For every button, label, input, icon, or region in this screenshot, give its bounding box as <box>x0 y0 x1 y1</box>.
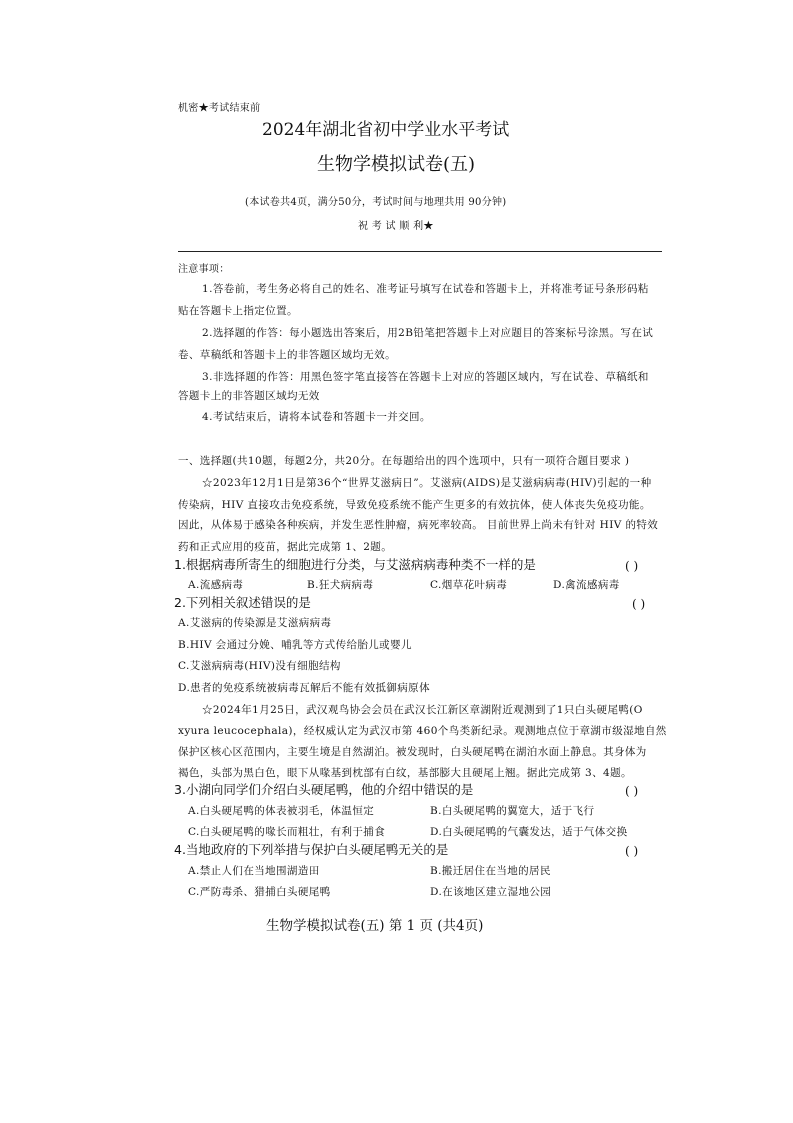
exam-title: 2024年湖北省初中学业水平考试 <box>262 120 510 140</box>
question-4-option-a: A.禁止人们在当地围湖造田 <box>188 865 320 877</box>
section-1-heading: 一、选择题(共10题，每题2分，共20分。在每题给出的四个选项中，只有一项符合题目要求 ) <box>178 455 630 467</box>
note-3-line-1: 3.非选择题的作答：用黑色签字笔直接答在答题卡上对应的答题区域内，写在试卷、草稿纸和 <box>202 371 649 383</box>
passage-2-line-1: ☆2024年1月25日，武汉观鸟协会会员在武汉长江新区章湖附近观测到了1只白头硬尾鸭(O <box>202 704 643 716</box>
header-divider <box>178 251 662 252</box>
passage-1-line-3: 因此，从体易于感染各种疾病，并发生恶性肿瘤，病死率较高。 目前世界上尚未有针对 HIV 的特效 <box>178 519 659 531</box>
question-3-answer-blank[interactable]: ( ) <box>625 784 639 798</box>
question-1-option-c: C.烟草花叶病毒 <box>430 579 508 591</box>
question-2-option-c: C.艾滋病病毒(HIV)没有细胞结构 <box>178 660 341 672</box>
passage-2-line-4: 褐色，头部为黑白色，眼下从喙基到枕部有白纹，基部膨大且硬尾上翘。据此完成第 3、4题。 <box>178 767 632 779</box>
note-1-line-2: 贴在答题卡上指定位置。 <box>178 305 298 317</box>
note-3-line-2: 答题卡上的非答题区域均无效 <box>178 390 320 402</box>
note-2-line-1: 2.选择题的作答：每小题选出答案后，用2B铅笔把答题卡上对应题目的答案标号涂黑。写在试 <box>202 327 654 339</box>
question-4-option-d: D.在该地区建立湿地公园 <box>430 886 552 898</box>
note-2-line-2: 卷、草稿纸和答题卡上的非答题区域均无效。 <box>178 349 396 361</box>
question-2: 2.下列相关叙述错误的是 <box>174 595 311 610</box>
exam-info: (本试卷共4页，满分50分，考试时间与地理共用 90分钟) <box>245 197 507 208</box>
question-4-option-c: C.严防毒杀、猎捕白头硬尾鸭 <box>188 886 331 898</box>
question-2-option-a: A.艾滋病的传染源是艾滋病病毒 <box>178 617 332 629</box>
question-2-answer-blank[interactable]: ( ) <box>632 597 646 611</box>
note-4: 4.考试结束后，请将本试卷和答题卡一并交回。 <box>202 411 431 423</box>
passage-1-line-1: ☆2023年12月1日是第36个“世界艾滋病日”。艾滋病(AIDS)是艾滋病病毒(HIV)引起的一种 <box>202 477 652 489</box>
passage-1-line-2: 传染病，HIV 直接攻击免疫系统，导致免疫系统不能产生更多的有效抗体，使人体丧失免疫功能。 <box>178 499 651 511</box>
passage-2-line-3: 保护区核心区范围内，主要生境是自然湖泊。被发现时，白头硬尾鸭在湖泊水面上静息。其身体为 <box>178 746 647 758</box>
question-4: 4.当地政府的下列举措与保护白头硬尾鸭无关的是 <box>174 842 449 857</box>
question-1-option-b: B.狂犬病病毒 <box>307 579 374 591</box>
question-1-option-a: A.流感病毒 <box>188 579 244 591</box>
question-3-option-b: B.白头硬尾鸭的翼宽大，适于飞行 <box>430 805 595 817</box>
passage-2-line-2: xyura leucocephala)，经权威认定为武汉市第 460个鸟类新纪录。观测地点位于章湖市级湿地自然 <box>178 725 667 737</box>
page-footer: 生物学模拟试卷(五) 第 1 页 (共4页) <box>266 918 484 934</box>
question-1-option-d: D.禽流感病毒 <box>553 579 620 591</box>
question-3-option-a: A.白头硬尾鸭的体表被羽毛，体温恒定 <box>188 805 375 817</box>
exam-subtitle: 生物学模拟试卷(五) <box>317 154 476 175</box>
question-1-answer-blank[interactable]: ( ) <box>625 559 639 573</box>
question-1: 1.根据病毒所寄生的细胞进行分类，与艾滋病病毒种类不一样的是 <box>174 557 536 572</box>
note-1-line-1: 1.答卷前，考生务必将自己的姓名、准考证号填写在试卷和答题卡上，并将准考证号条形码粘 <box>202 283 649 295</box>
question-2-option-b: B.HIV 会通过分娩、哺乳等方式传给胎儿或婴儿 <box>178 639 412 651</box>
confidential-label: 机密★考试结束前 <box>178 103 261 114</box>
question-3-option-d: D.白头硬尾鸭的气囊发达，适于气体交换 <box>430 826 628 838</box>
question-2-option-d: D.患者的免疫系统被病毒瓦解后不能有效抵御病原体 <box>178 682 430 694</box>
question-4-answer-blank[interactable]: ( ) <box>625 844 639 858</box>
passage-1-line-4: 药和正式应用的疫苗，据此完成第 1、2题。 <box>178 541 393 553</box>
question-3-option-c: C.白头硬尾鸭的喙长而粗壮，有利于捕食 <box>188 826 386 838</box>
question-4-option-b: B.搬迁居住在当地的居民 <box>430 865 551 877</box>
good-luck-text: 祝 考 试 顺 利★ <box>358 221 434 232</box>
notes-heading: 注意事项： <box>178 264 230 275</box>
question-3: 3.小湖向同学们介绍白头硬尾鸭，他的介绍中错误的是 <box>174 782 474 797</box>
